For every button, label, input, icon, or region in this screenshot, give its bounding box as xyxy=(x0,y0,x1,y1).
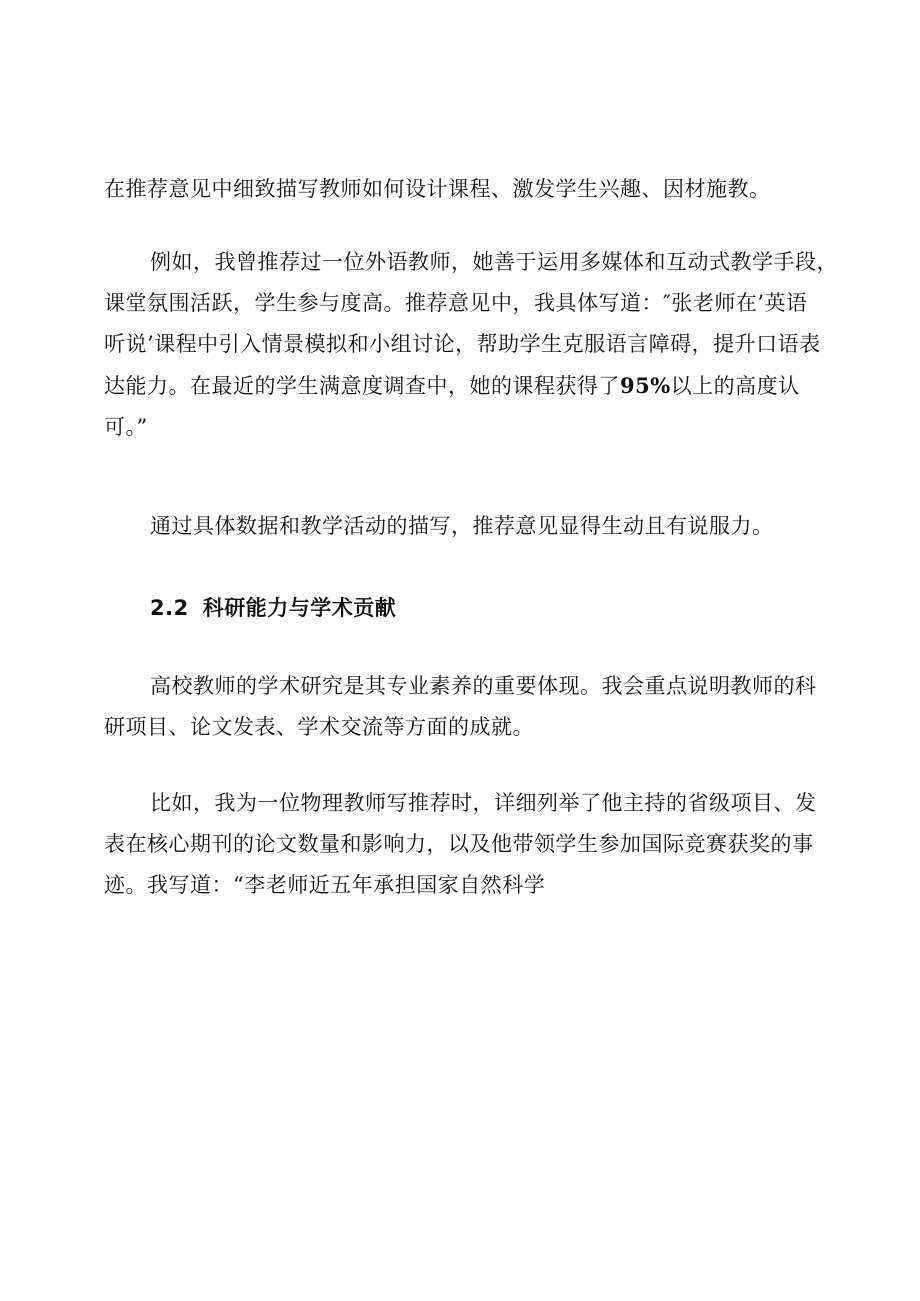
text-line: 迹。我写道：“李老师近五年承担国家自然科学 xyxy=(104,873,546,897)
highlight-percentage: 95% xyxy=(620,373,671,398)
text-line: 研项目、论文发表、学术交流等方面的成就。 xyxy=(104,715,534,739)
section-heading xyxy=(150,590,396,626)
section-number: 2.2 xyxy=(150,596,189,620)
section-title: 科研能力与学术贡献 xyxy=(202,596,397,620)
text-line: 通过具体数据和教学活动的描写，推荐意见显得生动且有说服力。 xyxy=(150,514,774,538)
text-line: 听说’课程中引入情景模拟和小组讨论，帮助学生克服语言障碍，提升口语表 xyxy=(104,332,821,356)
text-line xyxy=(104,365,826,407)
paragraph-3 xyxy=(104,506,826,547)
text-line: 比如，我为一位物理教师写推荐时，详细列举了他主持的省级项目、发 xyxy=(150,791,817,815)
paragraph-1 xyxy=(104,169,826,210)
paragraph-2 xyxy=(104,242,838,448)
text-line: 例如，我曾推荐过一位外语教师，她善于运用多媒体和互动式教学手段， xyxy=(150,250,838,274)
text-line: 在推荐意见中细致描写教师如何设计课程、激发学生兴趣、因材施教。 xyxy=(104,177,771,201)
text-line: 课堂氛围活跃，学生参与度高。推荐意见中，我具体写道：″张老师在’英语 xyxy=(104,291,808,315)
text-line: 可。” xyxy=(104,415,148,439)
text-segment: 以上的高度认 xyxy=(670,374,800,398)
text-segment: 达能力。在最近的学生满意度调查中，她的课程获得了 xyxy=(104,374,620,398)
paragraph-5 xyxy=(104,783,826,906)
paragraph-4 xyxy=(104,666,826,748)
text-line: 表在核心期刊的论文数量和影响力，以及他带领学生参加国际竞赛获奖的事 xyxy=(104,832,814,856)
text-line: 高校教师的学术研究是其专业素养的重要体现。我会重点说明教师的科 xyxy=(150,674,817,698)
